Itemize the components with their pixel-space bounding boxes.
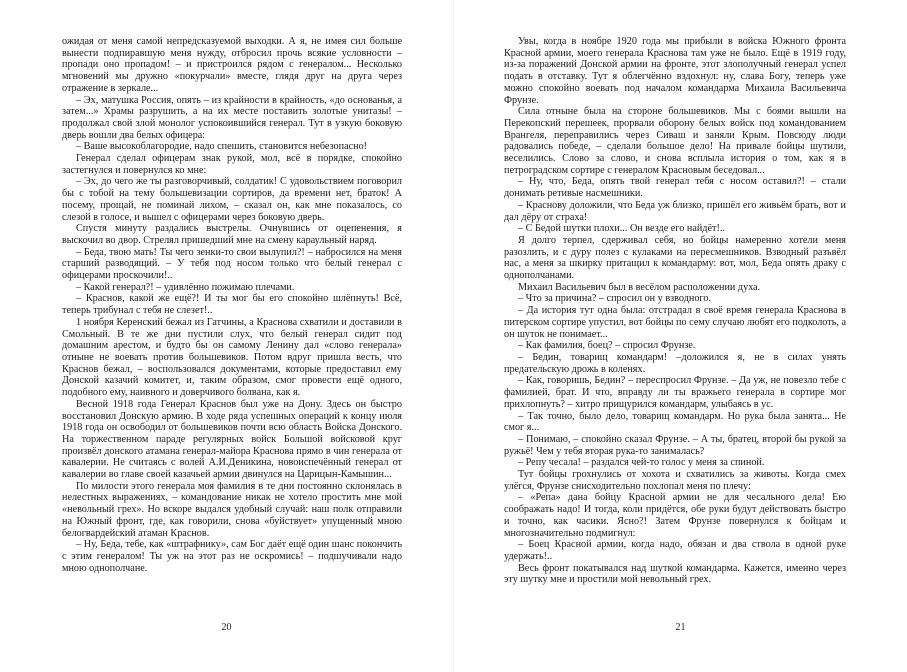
- paragraph: – Да история тут одна была: отстрадал в своё время генерала Краснова в питерском сортире упустил, вот бойцы по сему случаю любят его подколоть, а он шуток не понимает...: [504, 305, 846, 340]
- paragraph: Генерал сделал офицерам знак рукой, мол, всё в порядке, спокойно застегнулся и повернулся ко мне:: [62, 153, 402, 176]
- paragraph: 1 ноября Керенский бежал из Гатчины, а Краснова схватили и доставили в Смольный. В те же дни пустили слух, что белый генерал сидит под домашним арестом, и будто бы он самому Ленину дал «слово генерала» отныне не воевать против большевиков. Потом вдруг пришла весть, что Краснов бежал, – воспользовался документами, которые предоставил ему Донской казачий комитет, и, таким образом, смог провести ещё одного, подобного ему, наивного и доверчивого болвана, как я.: [62, 316, 402, 399]
- paragraph: – Бедин, товарищ командарм! –доложился я, не в силах унять предательскую дрожь в коленях.: [504, 351, 846, 375]
- paragraph: Михаил Васильевич был в весёлом расположении духа.: [518, 281, 761, 293]
- paragraph: Увы, когда в ноябре 1920 года мы прибыли в войска Южного фронта Красной армии, моего генерала Краснова там уже не было. Ещё в 1919 году, из-за поражений Донской армии на фронте, этот злополучный генерал успел подать в отставку. Тут я облегчённо вздохнул: ну, слава Богу, теперь уже можно спокойно воевать под началом командарма Михаила Васильевича Фрунзе.: [504, 36, 846, 106]
- left-page: [0, 0, 453, 672]
- paragraph: – Краснов, какой же ещё?! И ты мог бы его спокойно шлёпнуть! Всё, теперь трибунал с тебя не слезет!..: [62, 293, 402, 317]
- paragraph: – Какой генерал?! – удивлённо пожимаю плечами.: [76, 281, 295, 293]
- paragraph: – Краснову доложили, что Беда уж близко, пришёл его живьём брать, вот и дал дёру от страха!: [504, 199, 846, 223]
- paragraph: – Так точно, было дело, товарищ командарм. Но рука была занята... Не смог я...: [504, 410, 846, 434]
- paragraph: – С Бедой шутки плохи... Он везде его найдёт!..: [518, 223, 725, 235]
- paragraph: – Ну, что, Беда, опять твой генерал тебя с носом оставил?! – стали донимать ретивые насмешники.: [504, 176, 846, 200]
- paragraph: – Как, говоришь, Бедин? – переспросил Фрунзе. – Да уж, не повезло тебе с фамилией, брат. И что, вправду ли ты вражьего генерала в сортире мог прихлопнуть? – хитро прищурился командарм, улыбаясь в ус.: [504, 375, 846, 410]
- paragraph: – Ваше высокоблагородие, надо спешить, становится небезопасно!: [76, 141, 368, 153]
- paragraph: ожидая от меня самой непредсказуемой выходки. А я, не имея сил больше вынести подпиравшую меня нужду, отбросил прочь всякие условности – пропади оно пропадом! – и пристроился рядом с генералом... Несколько мгновений мы дружно «покурчали» вместе, глядя друг на друга через отражение в зеркале...: [62, 36, 402, 94]
- paragraph: Сила отныне была на стороне большевиков. Мы с боями вышли на Перекопский перешеек, прорвали оборону белых войск под командованием Врангеля, переправились через Сиваш и заняли Крым. Повсюду люди радовались победе, – сделали большое дело! На привале бойцы шутили, веселились. Слово за слово, и снова всплыла история о том, как я в петроградском сортире с генералом Красновым беседовал...: [504, 106, 846, 176]
- paragraph: – Репу чесала! – раздался чей-то голос у меня за спиной.: [518, 457, 765, 469]
- right-page: [454, 0, 907, 672]
- right-page-text: [504, 36, 846, 586]
- paragraph: – Понимаю, – спокойно сказал Фрунзе. – А ты, братец, второй бы рукой за ружьё! Чем у тебя вторая рука-то занималась?: [504, 433, 846, 457]
- paragraph: – Беда, твою мать! Ты чего зенки-то свои вылупил?! – набросился на меня старший разводящий. – У тебя под носом только что белый генерал с офицерами проскочили!..: [62, 246, 402, 282]
- paragraph: Спустя минуту раздались выстрелы. Очнувшись от оцепенения, я выскочил во двор. Стрелял пришедший мне на смену караульный наряд.: [62, 223, 402, 246]
- paragraph: – Эх, матушка Россия, опять – из крайности в крайность, «до основанья, а затем...» Храмы разрушить, а на их месте поставить золотые унитазы! – продолжал свой злой монолог успокоившийся генерал. Тут в узкую боковую дверь вошли два белых офицера:: [62, 94, 402, 141]
- paragraph: Весной 1918 года Генерал Краснов был уже на Дону. Здесь он быстро восстановил Донскую армию. В ходе ряда успешных операций к концу июля 1918 года он освободил от большевиков почти всю область Войска Донского. На торжественном параде регулярных войск Большой войсковой круг произвёл донского атамана генерал-майора Краснова прямо в чин генерала от кавалерии. Не считаясь с волей А.И.Деникина, новоиспечённый генерал от кавалерии во главе своей казачьей армии двинулся на Царицын-Камышин...: [62, 398, 402, 481]
- page-number: 21: [675, 622, 686, 633]
- paragraph: По милости этого генерала моя фамилия в те дни постоянно склонялась в нелестных выражениях, – командование никак не хотело простить мне мой «невольный грех». Но вскоре выдался удобный случай: наш полк отправили на Южный фронт, где, как говорили, снова «буйствует» упущенный мною белогвардейский атаман Краснов.: [62, 480, 402, 539]
- paragraph: Тут бойцы грохнулись от хохота и схватились за животы. Когда смех улёгся, Фрунзе снисходительно похлопал меня по плечу:: [504, 469, 846, 492]
- paragraph: – Что за причина? – спросил он у взводного.: [518, 293, 711, 305]
- paragraph: Я долго терпел, сдерживал себя, но бойцы намеренно хотели меня разозлить, и с дуру полез с кулаками на пересмешников. Взводный разъвёл нас, а меня за шкирку притащил к командарму: вот, мол, Беда опять драку с однополчанами.: [504, 234, 846, 282]
- paragraph: Весь фронт покатывался над шуткой командарма. Кажется, именно через эту шутку мне и простили мой невольный грех.: [504, 562, 846, 586]
- page-number: 20: [221, 622, 232, 633]
- paragraph: – Боец Красной армии, когда надо, обязан и два ствола в одной руке удержать!..: [504, 539, 846, 562]
- paragraph: – Ну, Беда, тебе, как «штрафнику», сам Бог даёт ещё один шанс покончить с этим генералом! Ты уж на этот раз не оскромись! – подшучивали надо мною однополчане.: [62, 539, 402, 574]
- paragraph: – Как фамилия, боец? – спросил Фрунзе.: [518, 340, 696, 352]
- left-page-text: [62, 36, 402, 574]
- paragraph: – Эх, до чего же ты разговорчивый, солдатик! С удовольствием поговорил бы с тобой на тему большевизации сортиров, да времени нет, браток! А посему, прощай, не поминай лихом, – сказал он, как мне показалось, со слезой в голосе, и вышел с офицерами через боковую дверь.: [62, 176, 402, 223]
- paragraph: – «Репа» дана бойцу Красной армии не для чесального дела! Ею соображать надо! И тогда, коли придётся, обе руки будут действовать быстро и точно, как часики. Ясно?! Затем Фрунзе повернулся к бойцам и многозначительно подмигнул:: [504, 492, 846, 539]
